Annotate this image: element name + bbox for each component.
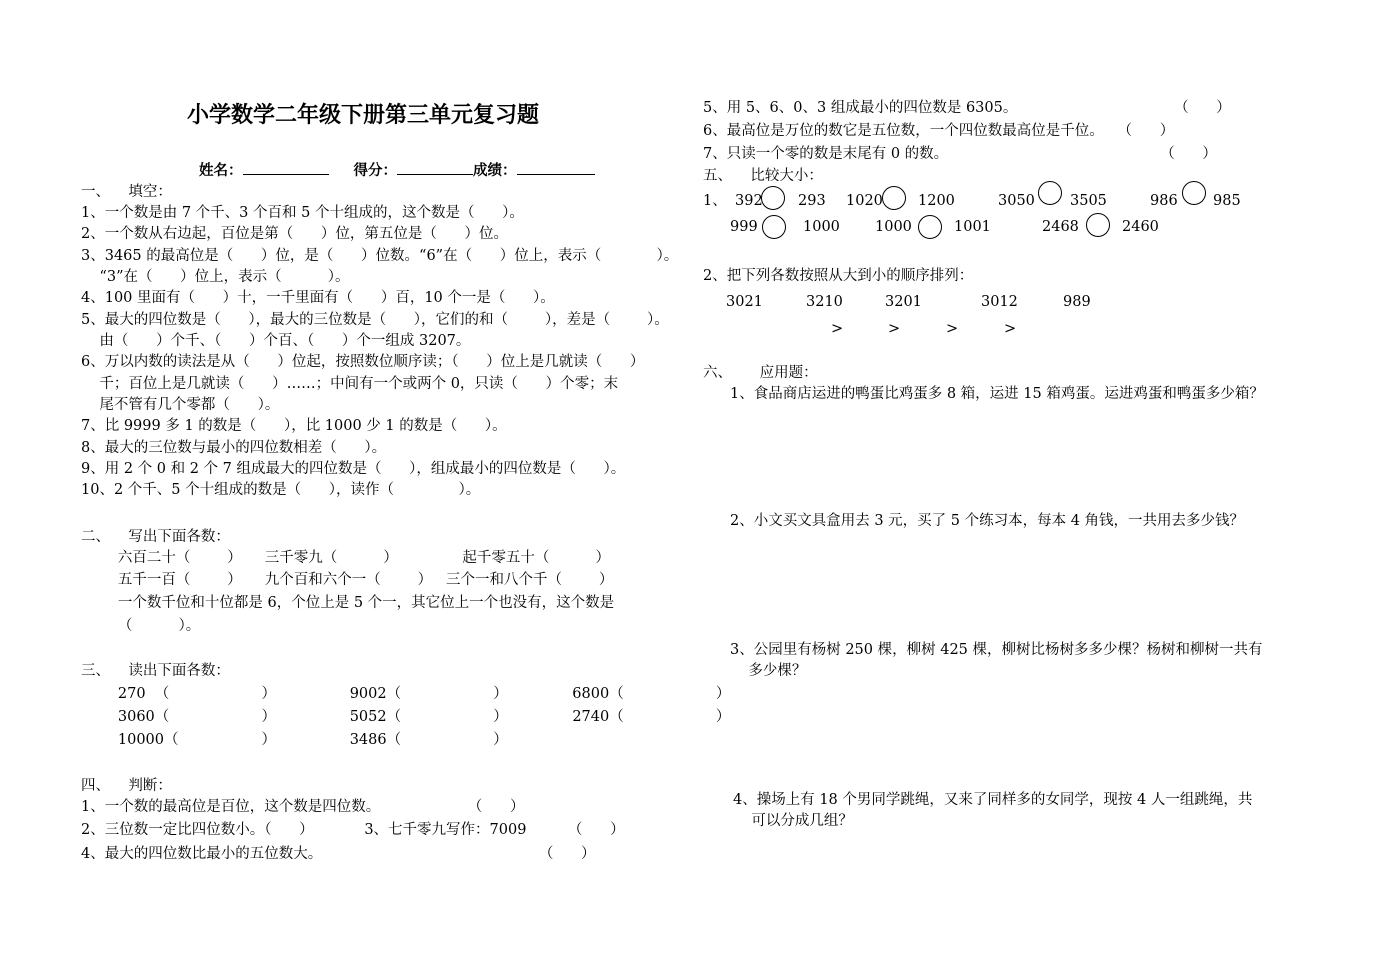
gt-sign: > xyxy=(946,321,959,337)
write-row3-cont: （ ）。 xyxy=(81,618,201,634)
score-label: 得分： xyxy=(353,162,397,179)
fill-q5-cont: 由（ ）个千、（ ）个百、（ ）个一组成 3207。 xyxy=(81,333,471,349)
section-1-heading: 一、 填空： xyxy=(81,184,172,200)
gt-sign: > xyxy=(831,321,844,337)
judge-q2-q3: 2、三位数一定比四位数小。（ ） 3、七千零九写作：7009 （ ） xyxy=(81,822,625,838)
compare-num: 999 xyxy=(730,219,758,235)
section-4-heading: 四、 判断： xyxy=(81,778,172,794)
fill-q7: 7、比 9999 多 1 的数是（ ），比 1000 少 1 的数是（ ）。 xyxy=(81,418,507,434)
write-row1: 六百二十（ ） 三千零九（ ） 起千零五十（ ） xyxy=(81,550,611,566)
judge-q1: 1、一个数的最高位是百位，这个数是四位数。 （ ） xyxy=(81,799,525,815)
compare-num: 985 xyxy=(1213,193,1241,209)
section-2-heading: 二、 写出下面各数： xyxy=(81,529,230,545)
compare-num: 986 xyxy=(1150,193,1178,209)
gt-sign: > xyxy=(1004,321,1017,337)
compare-circle[interactable] xyxy=(761,186,785,210)
read-row3: 10000（ ） 3486（ ） xyxy=(81,732,508,748)
compare-circle[interactable] xyxy=(1038,181,1062,205)
compare-num: 293 xyxy=(798,193,826,209)
write-row2: 五千一百（ ） 九个百和六个一（ ） 三个一和八个千（ ） xyxy=(81,572,614,588)
compare-num: 1001 xyxy=(954,219,991,235)
read-row2: 3060（ ） 5052（ ） 2740（ ） xyxy=(81,709,731,725)
compare-circle[interactable] xyxy=(918,215,942,239)
app-q3-cont: 多少棵？ xyxy=(730,663,807,679)
write-row3: 一个数千位和十位都是 6，个位上是 5 个一，其它位上一个也没有，这个数是 xyxy=(81,595,615,611)
compare-circle[interactable] xyxy=(1182,181,1206,205)
page-title: 小学数学二年级下册第三单元复习题 xyxy=(187,102,540,128)
compare-circle[interactable] xyxy=(1086,213,1110,237)
fill-q8: 8、最大的三位数与最小的四位数相差（ ）。 xyxy=(81,440,387,456)
judge-q5: 5、用 5、6、0、3 组成最小的四位数是 6305。 （ ） xyxy=(703,100,1231,116)
section-5-heading: 五、 比较大小： xyxy=(703,168,823,184)
order-num: 3012 xyxy=(981,294,1018,310)
gt-sign: > xyxy=(888,321,901,337)
app-q1: 1、食品商店运进的鸭蛋比鸡蛋多 8 箱，运进 15 箱鸡蛋。运进鸡蛋和鸭蛋多少箱？ xyxy=(730,386,1264,402)
section-3-heading: 三、 读出下面各数： xyxy=(81,663,230,679)
order-num: 989 xyxy=(1063,294,1091,310)
order-heading: 2、把下列各数按照从大到小的顺序排列： xyxy=(703,268,974,284)
app-q3: 3、公园里有杨树 250 棵，柳树 425 棵，柳树比杨树多多少棵？杨树和柳树一共有 xyxy=(730,642,1263,658)
fill-q3-cont: “3”在（ ）位上，表示（ ）。 xyxy=(81,269,350,285)
fill-q6-cont2: 尾不管有几个零都（ ）。 xyxy=(81,397,280,413)
info-line xyxy=(199,160,595,181)
score-blank[interactable] xyxy=(397,160,473,175)
fill-q10: 10、2 个千、5 个十组成的数是（ ），读作（ ）。 xyxy=(81,482,481,498)
read-row1: 270 （ ） 9002（ ） 6800（ ） xyxy=(81,686,731,702)
fill-q9: 9、用 2 个 0 和 2 个 7 组成最大的四位数是（ ），组成最小的四位数是（ ）。 xyxy=(81,461,626,477)
order-num: 3210 xyxy=(806,294,843,310)
fill-q6: 6、万以内数的读法是从（ ）位起，按照数位顺序读；（ ）位上是几就读（ ） xyxy=(81,354,645,370)
section-6-heading: 六、 应用题： xyxy=(703,365,818,381)
fill-q1: 1、一个数是由 7 个千、3 个百和 5 个十组成的，这个数是（ ）。 xyxy=(81,205,524,221)
compare-num: 1020 xyxy=(846,193,883,209)
fill-q2: 2、一个数从右边起，百位是第（ ）位，第五位是（ ）位。 xyxy=(81,226,509,242)
judge-q6: 6、最高位是万位的数它是五位数，一个四位数最高位是千位。 （ ） xyxy=(703,123,1175,139)
app-q2: 2、小文买文具盒用去 3 元，买了 5 个练习本，每本 4 角钱，一共用去多少钱？ xyxy=(730,513,1245,529)
grade-blank[interactable] xyxy=(517,160,595,175)
compare-circle[interactable] xyxy=(762,215,786,239)
order-num: 3021 xyxy=(726,294,763,310)
app-q4-cont: 可以分成几组？ xyxy=(733,813,853,829)
compare-circle[interactable] xyxy=(882,186,906,210)
judge-q4: 4、最大的四位数比最小的五位数大。 （ ） xyxy=(81,846,596,862)
compare-num: 392 xyxy=(735,193,763,209)
fill-q3: 3、3465 的最高位是（ ）位，是（ ）位数。“6”在（ ）位上，表示（ ）。 xyxy=(81,248,679,264)
name-label: 姓名： xyxy=(199,162,243,179)
order-num: 3201 xyxy=(885,294,922,310)
name-blank[interactable] xyxy=(243,160,329,175)
fill-q5: 5、最大的四位数是（ ），最大的三位数是（ ），它们的和（ ），差是（ ）。 xyxy=(81,312,669,328)
compare-num: 1200 xyxy=(918,193,955,209)
compare-num: 3050 xyxy=(998,193,1035,209)
compare-num: 1000 xyxy=(803,219,840,235)
fill-q6-cont1: 千；百位上是几就读（ ）……；中间有一个或两个 0，只读（ ）个零；末 xyxy=(81,376,619,392)
fill-q4: 4、100 里面有（ ）十，一千里面有（ ）百，10 个一是（ ）。 xyxy=(81,290,555,306)
app-q4: 4、操场上有 18 个男同学跳绳，又来了同样多的女同学，现按 4 人一组跳绳，共 xyxy=(733,792,1253,808)
compare-num: 3505 xyxy=(1070,193,1107,209)
compare-num: 2460 xyxy=(1122,219,1159,235)
compare-num: 2468 xyxy=(1042,219,1079,235)
judge-q7: 7、只读一个零的数是末尾有 0 的数。 （ ） xyxy=(703,146,1217,162)
compare-num: 1000 xyxy=(875,219,912,235)
compare-row1-prefix: 1、 xyxy=(703,193,727,209)
grade-label: 成绩： xyxy=(473,162,517,179)
